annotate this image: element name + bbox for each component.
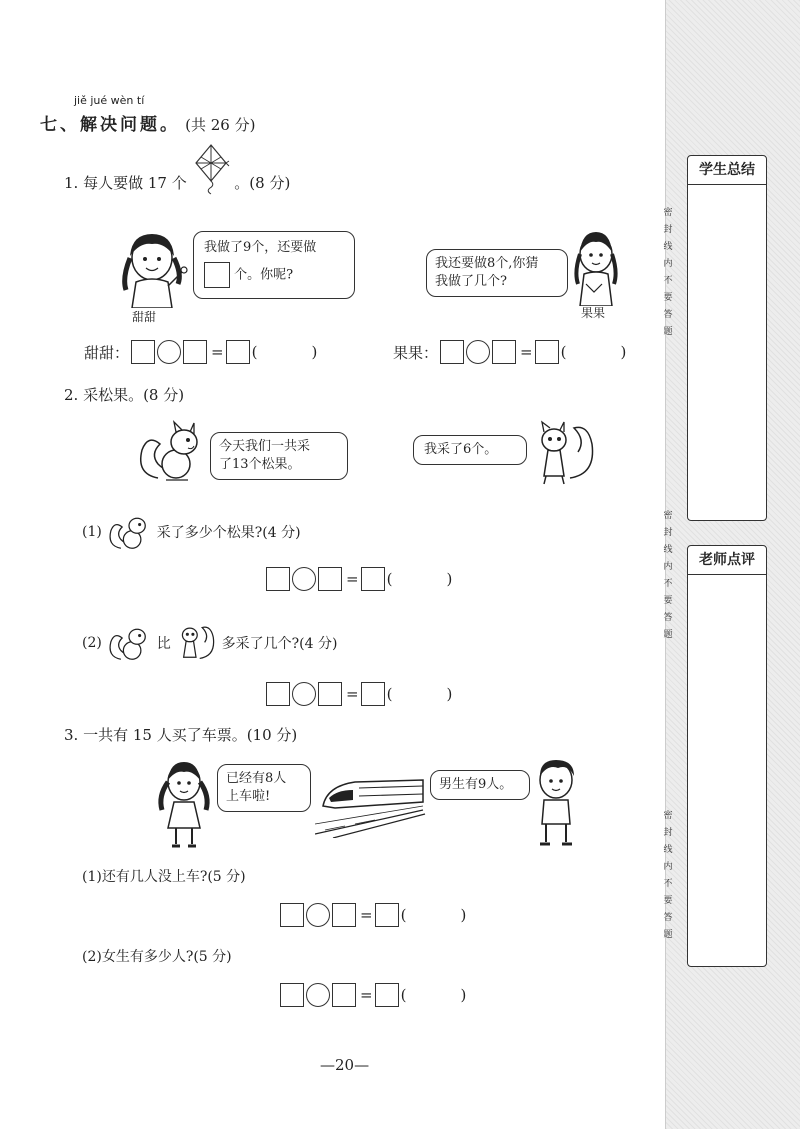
q2-sub2	[82, 620, 337, 666]
seal-char: 要	[663, 596, 673, 606]
seal-char: 封	[663, 528, 673, 538]
seal-char: 答	[663, 913, 673, 923]
equals-sign: =	[211, 343, 224, 361]
seal-char: 题	[663, 930, 673, 940]
girl-bubble-line1: 已经有8人	[226, 771, 287, 786]
tiantian-name: 甜甜	[132, 310, 157, 324]
answer-box[interactable]	[332, 983, 356, 1007]
squirrel-a-speech-bubble	[210, 432, 348, 480]
girl-speech-bubble	[217, 764, 311, 812]
q2-title: 2. 采松果。(8 分)	[64, 386, 185, 404]
guoguo-name: 果果	[581, 306, 606, 320]
tiantian-bubble-line2: 个。你呢?	[234, 267, 294, 283]
answer-box[interactable]	[266, 567, 290, 591]
seal-char: 线	[663, 845, 673, 855]
seal-char: 要	[663, 896, 673, 906]
paren-close: )	[620, 343, 627, 361]
section-pinyin: jiě jué wèn tí	[74, 94, 145, 107]
paren-close: )	[446, 685, 453, 703]
equals-sign: =	[360, 906, 373, 924]
seal-char: 内	[663, 862, 673, 872]
tiantian-formula-label: 甜甜：	[84, 343, 130, 362]
q3-sub2: (2)女生有多少人?(5 分)	[82, 949, 232, 965]
girl-figure	[154, 758, 216, 850]
paren-open: (	[400, 906, 407, 924]
paren-open: (	[251, 343, 258, 361]
paren-close: )	[460, 906, 467, 924]
q2-sub2-middle: 比	[156, 636, 171, 652]
q2-sub1	[82, 512, 301, 552]
q2-sub1-text: 采了多少个松果?(4 分)	[156, 525, 301, 541]
answer-box[interactable]	[280, 903, 304, 927]
guoguo-formula-label: 果果：	[393, 343, 439, 362]
squirrel-a-icon	[106, 512, 152, 552]
seal-char: 密	[663, 811, 673, 821]
tiantian-figure	[112, 228, 194, 308]
seal-char: 线	[663, 242, 673, 252]
girl-bubble-line2: 上车啦!	[226, 789, 271, 804]
operator-circle[interactable]	[157, 340, 181, 364]
seal-char: 内	[663, 259, 673, 269]
operator-circle[interactable]	[292, 682, 316, 706]
paren-open: (	[386, 685, 393, 703]
kite-icon	[192, 143, 230, 195]
seal-char: 不	[663, 879, 673, 889]
answer-box[interactable]	[318, 567, 342, 591]
paren-open: (	[560, 343, 567, 361]
seal-char: 题	[663, 630, 673, 640]
seal-line-text-middle	[661, 508, 675, 644]
squirrel-a-bubble-line2: 了13个松果。	[219, 457, 301, 472]
page-number: —20—	[320, 1056, 370, 1074]
seal-char: 内	[663, 562, 673, 572]
seal-line-text-bottom	[661, 808, 675, 944]
paren-close: )	[446, 570, 453, 588]
seal-line-text-top	[661, 205, 675, 341]
equals-sign: =	[520, 343, 533, 361]
answer-box[interactable]	[226, 340, 250, 364]
seal-char: 答	[663, 613, 673, 623]
guoguo-figure	[566, 228, 626, 306]
answer-box[interactable]	[280, 983, 304, 1007]
seal-char: 密	[663, 511, 673, 521]
student-summary-panel[interactable]	[687, 155, 767, 521]
seal-char: 题	[663, 327, 673, 337]
tiantian-blank-box[interactable]	[204, 262, 230, 288]
q2-sub1-formula	[266, 567, 454, 591]
q2-sub2-formula	[266, 682, 454, 706]
squirrel-a-bubble-line1: 今天我们一共采	[219, 439, 311, 454]
q1-text	[64, 172, 290, 195]
answer-box[interactable]	[131, 340, 155, 364]
seal-char: 封	[663, 828, 673, 838]
teacher-review-title: 老师点评	[688, 546, 766, 575]
guoguo-bubble-line2: 我做了几个?	[435, 274, 507, 289]
answer-box[interactable]	[375, 983, 399, 1007]
q2-sub2-prefix: (2)	[82, 635, 102, 651]
seal-char: 线	[663, 545, 673, 555]
equals-sign: =	[360, 986, 373, 1004]
squirrel-b-speech-bubble	[413, 435, 527, 465]
squirrel-b-icon	[175, 620, 217, 666]
answer-box[interactable]	[361, 567, 385, 591]
answer-box[interactable]	[375, 903, 399, 927]
squirrel-a-icon	[106, 623, 152, 663]
operator-circle[interactable]	[306, 983, 330, 1007]
guoguo-bubble-line1: 我还要做8个,你猜	[435, 256, 539, 271]
seal-char: 封	[663, 225, 673, 235]
q3-title: 3. 一共有 15 人买了车票。(10 分)	[64, 726, 298, 744]
squirrel-b-bubble-text: 我采了6个。	[424, 442, 498, 457]
tiantian-speech-bubble	[193, 231, 355, 299]
seal-char: 不	[663, 276, 673, 286]
seal-char: 答	[663, 310, 673, 320]
answer-box[interactable]	[440, 340, 464, 364]
answer-box[interactable]	[266, 682, 290, 706]
operator-circle[interactable]	[466, 340, 490, 364]
seal-char: 不	[663, 579, 673, 589]
q3-sub1: (1)还有几人没上车?(5 分)	[82, 869, 246, 885]
q3-sub2-formula	[280, 983, 468, 1007]
boy-speech-bubble	[430, 770, 530, 800]
q3-sub1-formula	[280, 903, 468, 927]
boy-bubble-text: 男生有9人。	[439, 777, 513, 792]
guoguo-speech-bubble	[426, 249, 568, 297]
answer-box[interactable]	[361, 682, 385, 706]
answer-box[interactable]	[332, 903, 356, 927]
equals-sign: =	[346, 570, 359, 588]
paren-close: )	[311, 343, 318, 361]
equals-sign: =	[346, 685, 359, 703]
paren-open: (	[400, 986, 407, 1004]
squirrel-a-figure	[136, 420, 206, 484]
q1-text-before: 1. 每人要做 17 个	[64, 174, 187, 192]
train-figure	[315, 768, 427, 838]
guoguo-formula	[393, 340, 628, 364]
seal-char: 要	[663, 293, 673, 303]
teacher-review-panel[interactable]	[687, 545, 767, 967]
section-score: (共 26 分)	[185, 116, 256, 134]
operator-circle[interactable]	[306, 903, 330, 927]
answer-box[interactable]	[318, 682, 342, 706]
boy-figure	[528, 756, 584, 850]
answer-box[interactable]	[492, 340, 516, 364]
operator-circle[interactable]	[292, 567, 316, 591]
paren-close: )	[460, 986, 467, 1004]
answer-box[interactable]	[183, 340, 207, 364]
q2-sub1-prefix: (1)	[82, 524, 102, 540]
section-heading	[40, 110, 255, 135]
answer-box[interactable]	[535, 340, 559, 364]
seal-char: 密	[663, 208, 673, 218]
student-summary-title: 学生总结	[688, 156, 766, 185]
paren-open: (	[386, 570, 393, 588]
tiantian-formula	[84, 340, 319, 364]
tiantian-bubble-line1: 我做了9个，还要做	[204, 240, 317, 255]
squirrel-b-figure	[530, 418, 598, 488]
q1-text-after: 。(8 分)	[234, 174, 291, 192]
q2-sub2-text: 多采了几个?(4 分)	[221, 636, 338, 652]
section-title: 七、解决问题。	[40, 115, 180, 135]
